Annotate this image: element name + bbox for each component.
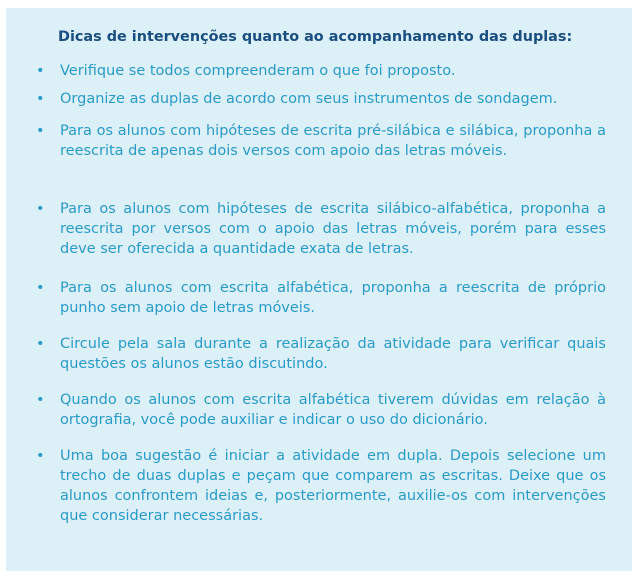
list-item-text: Para os alunos com escrita alfabética, proponha a reescrita de próprio punho sem apoio de letras móveis. [60, 280, 606, 316]
list-item [36, 121, 606, 161]
bullet-icon: • [36, 336, 45, 352]
bullet-icon: • [36, 91, 45, 107]
bullet-icon: • [36, 392, 45, 408]
list-item [36, 446, 606, 526]
list-item-text: Para os alunos com hipóteses de escrita pré-silábica e silábica, proponha a reescrita de apenas dois versos com apoio das letras móveis. [60, 123, 606, 159]
bullet-icon: • [36, 280, 45, 296]
bullet-icon: • [36, 63, 45, 79]
list-item [36, 89, 606, 109]
bullet-icon: • [36, 201, 45, 217]
tips-title: Dicas de intervenções quanto ao acompanhamento das duplas: [58, 29, 573, 45]
list-item-text: Verifique se todos compreenderam o que foi proposto. [60, 63, 456, 79]
list-item [36, 334, 606, 374]
list-item [36, 278, 606, 318]
list-item [36, 61, 606, 81]
list-item-text: Para os alunos com hipóteses de escrita silábico-alfabética, proponha a reescrita por versos com o apoio das letras móveis, porém para esses deve ser oferecida a quantidade exata de letras. [60, 201, 606, 257]
bullet-icon: • [36, 123, 45, 139]
list-item-text: Quando os alunos com escrita alfabética tiverem dúvidas em relação à ortografia, você pode auxiliar e indicar o uso do dicionário. [60, 392, 606, 428]
bullet-icon: • [36, 448, 45, 464]
list-item [36, 199, 606, 259]
list-item-text: Organize as duplas de acordo com seus instrumentos de sondagem. [60, 91, 558, 107]
list-item [36, 390, 606, 430]
list-item-text: Circule pela sala durante a realização da atividade para verificar quais questões os alunos estão discutindo. [60, 336, 606, 372]
list-item-text: Uma boa sugestão é iniciar a atividade em dupla. Depois selecione um trecho de duas duplas e peçam que comparem as escritas. Deixe que os alunos confrontem ideias e, posteriormente, auxilie-os com intervenções que considerar necessárias. [60, 448, 606, 524]
